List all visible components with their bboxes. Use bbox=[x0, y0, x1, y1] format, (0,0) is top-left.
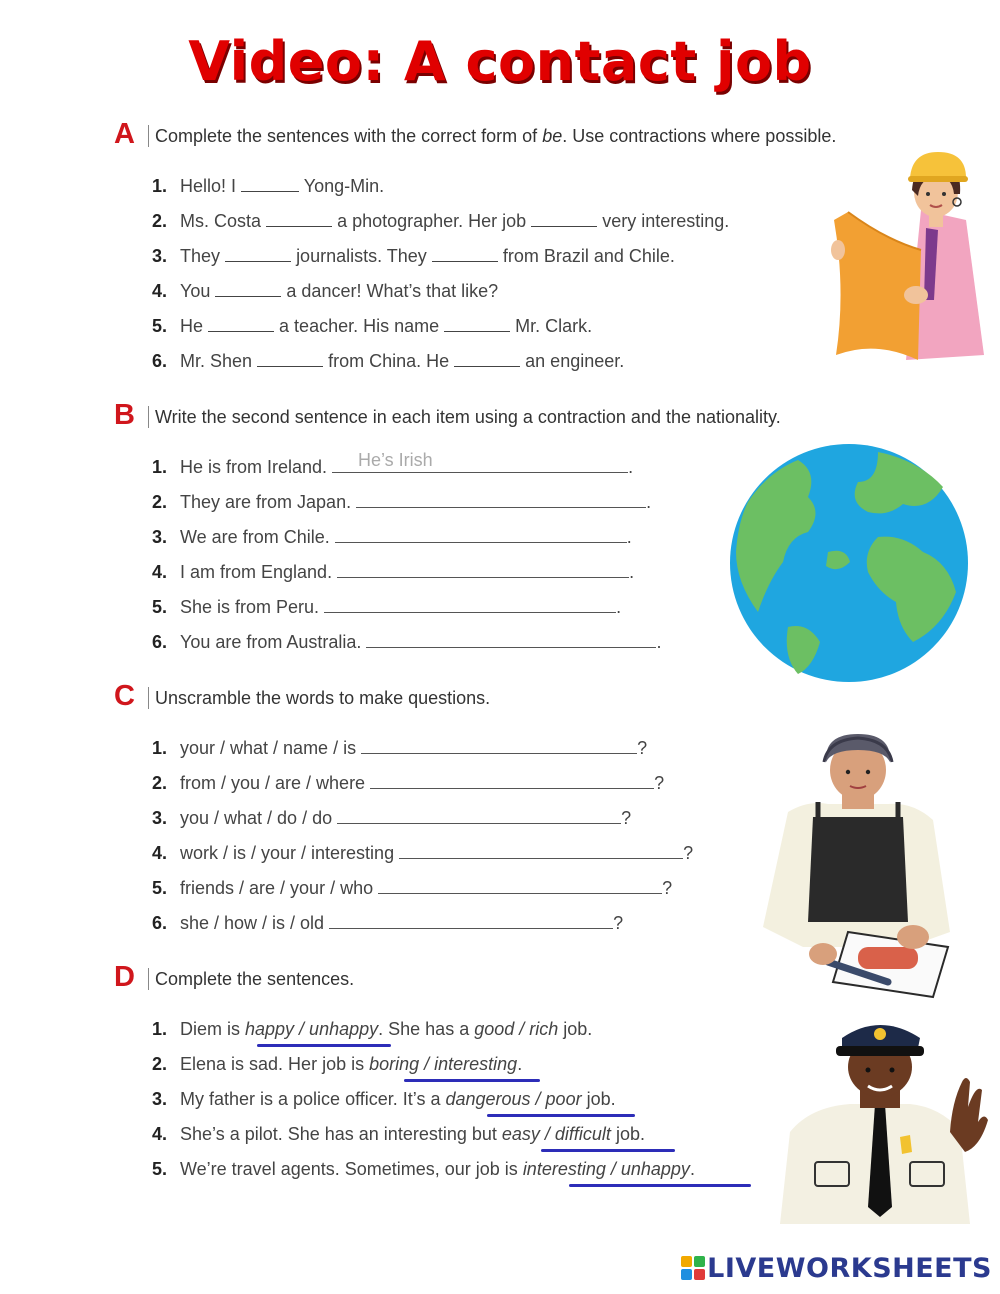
section-d-item-1 bbox=[152, 1018, 592, 1040]
item-number: 4. bbox=[152, 843, 168, 863]
answer-line[interactable] bbox=[356, 493, 646, 508]
answer-line[interactable] bbox=[337, 563, 629, 578]
item-number: 2. bbox=[152, 1054, 168, 1074]
option-choice[interactable]: boring / interesting bbox=[369, 1054, 518, 1074]
item-text: job. bbox=[581, 1089, 616, 1109]
item-text: My father is a police officer. It’s a bbox=[180, 1089, 446, 1109]
item-text: . bbox=[689, 1159, 695, 1179]
item-text: Elena is sad. Her job is bbox=[180, 1054, 370, 1074]
item-text: Hello! I bbox=[180, 176, 237, 196]
item-number: 6. bbox=[152, 913, 168, 933]
item-number: 5. bbox=[152, 316, 168, 336]
item-text: a teacher. His name bbox=[279, 316, 440, 336]
item-text: Mr. Shen bbox=[180, 351, 253, 371]
section-d-item-4 bbox=[152, 1123, 645, 1145]
section-b-item-5 bbox=[152, 596, 621, 618]
item-number: 1. bbox=[152, 176, 168, 196]
item-number: 4. bbox=[152, 281, 168, 301]
item-number: 3. bbox=[152, 1089, 168, 1109]
answer-underline bbox=[257, 1044, 391, 1047]
answer-blank[interactable] bbox=[208, 316, 274, 332]
answer-line[interactable] bbox=[378, 879, 662, 894]
item-number: 3. bbox=[152, 246, 168, 266]
item-text: She’s a pilot. She has an interesting but bbox=[180, 1124, 502, 1144]
section-a-item-6 bbox=[152, 350, 624, 372]
answer-line[interactable] bbox=[332, 458, 628, 473]
answer-line[interactable] bbox=[337, 809, 621, 824]
item-number: 4. bbox=[152, 1124, 168, 1144]
item-punctuation: ? bbox=[683, 843, 694, 863]
section-a-item-1 bbox=[152, 175, 384, 197]
section-d-letter: D bbox=[114, 961, 135, 993]
item-text: He is from Ireland. bbox=[180, 457, 328, 477]
answer-underline bbox=[404, 1079, 540, 1082]
item-text: . She has a bbox=[378, 1019, 475, 1039]
instruction-text: . Use contractions where possible. bbox=[562, 126, 837, 146]
item-number: 1. bbox=[152, 738, 168, 758]
item-number: 3. bbox=[152, 808, 168, 828]
section-c-item-5 bbox=[152, 877, 672, 899]
item-punctuation: . bbox=[656, 632, 662, 652]
engineer-woman-illustration bbox=[826, 150, 991, 365]
answer-blank[interactable] bbox=[432, 246, 498, 262]
answer-line[interactable] bbox=[335, 528, 627, 543]
item-number: 5. bbox=[152, 878, 168, 898]
item-punctuation: . bbox=[616, 597, 622, 617]
item-text: We’re travel agents. Sometimes, our job is bbox=[180, 1159, 523, 1179]
section-d-item-2 bbox=[152, 1053, 522, 1075]
answer-blank[interactable] bbox=[241, 176, 299, 192]
option-choice[interactable]: happy / unhappy bbox=[245, 1019, 379, 1039]
section-c-item-2 bbox=[152, 772, 664, 794]
item-text: your / what / name / is bbox=[180, 738, 357, 758]
item-text: Diem is bbox=[180, 1019, 246, 1039]
answer-blank[interactable] bbox=[531, 211, 597, 227]
answer-line[interactable] bbox=[366, 633, 656, 648]
item-number: 1. bbox=[152, 457, 168, 477]
item-text: a dancer! What’s that like? bbox=[286, 281, 499, 301]
section-a-item-2 bbox=[152, 210, 729, 232]
section-a-item-5 bbox=[152, 315, 592, 337]
answer-blank[interactable] bbox=[444, 316, 510, 332]
answer-blank[interactable] bbox=[454, 351, 520, 367]
answer-underline bbox=[541, 1149, 675, 1152]
section-a-item-3 bbox=[152, 245, 675, 267]
item-punctuation: ? bbox=[613, 913, 624, 933]
item-text: I am from England. bbox=[180, 562, 333, 582]
globe-illustration bbox=[728, 442, 970, 684]
section-b-item-1 bbox=[152, 456, 633, 478]
section-d-instruction: Complete the sentences. bbox=[148, 968, 354, 990]
item-text: job. bbox=[558, 1019, 593, 1039]
item-text: from / you / are / where bbox=[180, 773, 366, 793]
section-b-instruction: Write the second sentence in each item using a contraction and the nationality. bbox=[148, 406, 781, 428]
item-number: 3. bbox=[152, 527, 168, 547]
item-text: They bbox=[180, 246, 221, 266]
police-officer-illustration bbox=[780, 1012, 992, 1224]
item-text: Yong-Min. bbox=[303, 176, 385, 196]
answer-line[interactable] bbox=[329, 914, 613, 929]
section-c-item-1 bbox=[152, 737, 647, 759]
item-punctuation: . bbox=[629, 562, 635, 582]
item-text: she / how / is / old bbox=[180, 913, 325, 933]
item-number: 2. bbox=[152, 492, 168, 512]
section-b-item-3 bbox=[152, 526, 632, 548]
section-b-item-2 bbox=[152, 491, 651, 513]
item-text: You bbox=[180, 281, 211, 301]
option-choice[interactable]: dangerous / poor bbox=[445, 1089, 582, 1109]
item-number: 5. bbox=[152, 597, 168, 617]
item-punctuation: . bbox=[646, 492, 652, 512]
item-text: Mr. Clark. bbox=[515, 316, 593, 336]
item-punctuation: ? bbox=[621, 808, 632, 828]
answer-blank[interactable] bbox=[215, 281, 281, 297]
item-text: very interesting. bbox=[602, 211, 730, 231]
section-a-item-4 bbox=[152, 280, 498, 302]
chef-illustration bbox=[758, 732, 958, 1000]
item-number: 6. bbox=[152, 351, 168, 371]
item-text: from China. He bbox=[328, 351, 450, 371]
section-a-instruction bbox=[148, 125, 836, 147]
answer-blank[interactable] bbox=[225, 246, 291, 262]
answer-blank[interactable] bbox=[266, 211, 332, 227]
option-choice[interactable]: easy / difficult bbox=[501, 1124, 611, 1144]
section-c-item-4 bbox=[152, 842, 693, 864]
item-text: an engineer. bbox=[525, 351, 625, 371]
section-d-item-5 bbox=[152, 1158, 695, 1180]
answer-underline bbox=[569, 1184, 751, 1187]
option-choice[interactable]: good / rich bbox=[474, 1019, 559, 1039]
item-number: 1. bbox=[152, 1019, 168, 1039]
item-number: 4. bbox=[152, 562, 168, 582]
answer-underline bbox=[487, 1114, 635, 1117]
item-text: He bbox=[180, 316, 204, 336]
item-text: Ms. Costa bbox=[180, 211, 262, 231]
item-punctuation: . bbox=[628, 457, 634, 477]
item-number: 2. bbox=[152, 773, 168, 793]
instruction-emphasis: be bbox=[542, 126, 563, 146]
liveworksheets-icon bbox=[681, 1256, 705, 1280]
item-text: She is from Peru. bbox=[180, 597, 320, 617]
item-text: job. bbox=[610, 1124, 645, 1144]
section-c-instruction: Unscramble the words to make questions. bbox=[148, 687, 490, 709]
item-text: friends / are / your / who bbox=[180, 878, 374, 898]
section-b-item-6 bbox=[152, 631, 661, 653]
section-c-letter: C bbox=[114, 680, 135, 712]
footer-brand-text: LIVEWORKSHEETS bbox=[707, 1253, 992, 1284]
item-text: . bbox=[517, 1054, 523, 1074]
example-answer: He’s Irish bbox=[358, 450, 433, 470]
answer-line[interactable] bbox=[361, 739, 637, 754]
item-text: work / is / your / interesting bbox=[180, 843, 395, 863]
section-a-letter: A bbox=[114, 118, 135, 150]
section-c-item-3 bbox=[152, 807, 631, 829]
item-text: You are from Australia. bbox=[180, 632, 362, 652]
item-text: you / what / do / do bbox=[180, 808, 333, 828]
item-text: journalists. They bbox=[296, 246, 427, 266]
answer-line[interactable] bbox=[324, 598, 616, 613]
section-b-item-4 bbox=[152, 561, 634, 583]
answer-line[interactable] bbox=[399, 844, 683, 859]
item-number: 5. bbox=[152, 1159, 168, 1179]
worksheet-title: Video: A contact job bbox=[188, 30, 812, 93]
item-punctuation: ? bbox=[637, 738, 648, 758]
item-punctuation: ? bbox=[654, 773, 665, 793]
section-d-item-3 bbox=[152, 1088, 616, 1110]
item-punctuation: ? bbox=[662, 878, 673, 898]
item-number: 2. bbox=[152, 211, 168, 231]
option-choice[interactable]: interesting / unhappy bbox=[522, 1159, 690, 1179]
section-c-item-6 bbox=[152, 912, 623, 934]
liveworksheets-logo bbox=[681, 1253, 992, 1284]
instruction-text: Complete the sentences with the correct form of bbox=[155, 126, 543, 146]
section-b-letter: B bbox=[114, 399, 135, 431]
item-text: We are from Chile. bbox=[180, 527, 330, 547]
item-punctuation: . bbox=[626, 527, 632, 547]
answer-line[interactable] bbox=[370, 774, 654, 789]
answer-blank[interactable] bbox=[257, 351, 323, 367]
item-number: 6. bbox=[152, 632, 168, 652]
item-text: They are from Japan. bbox=[180, 492, 352, 512]
item-text: a photographer. Her job bbox=[337, 211, 527, 231]
item-text: from Brazil and Chile. bbox=[502, 246, 675, 266]
